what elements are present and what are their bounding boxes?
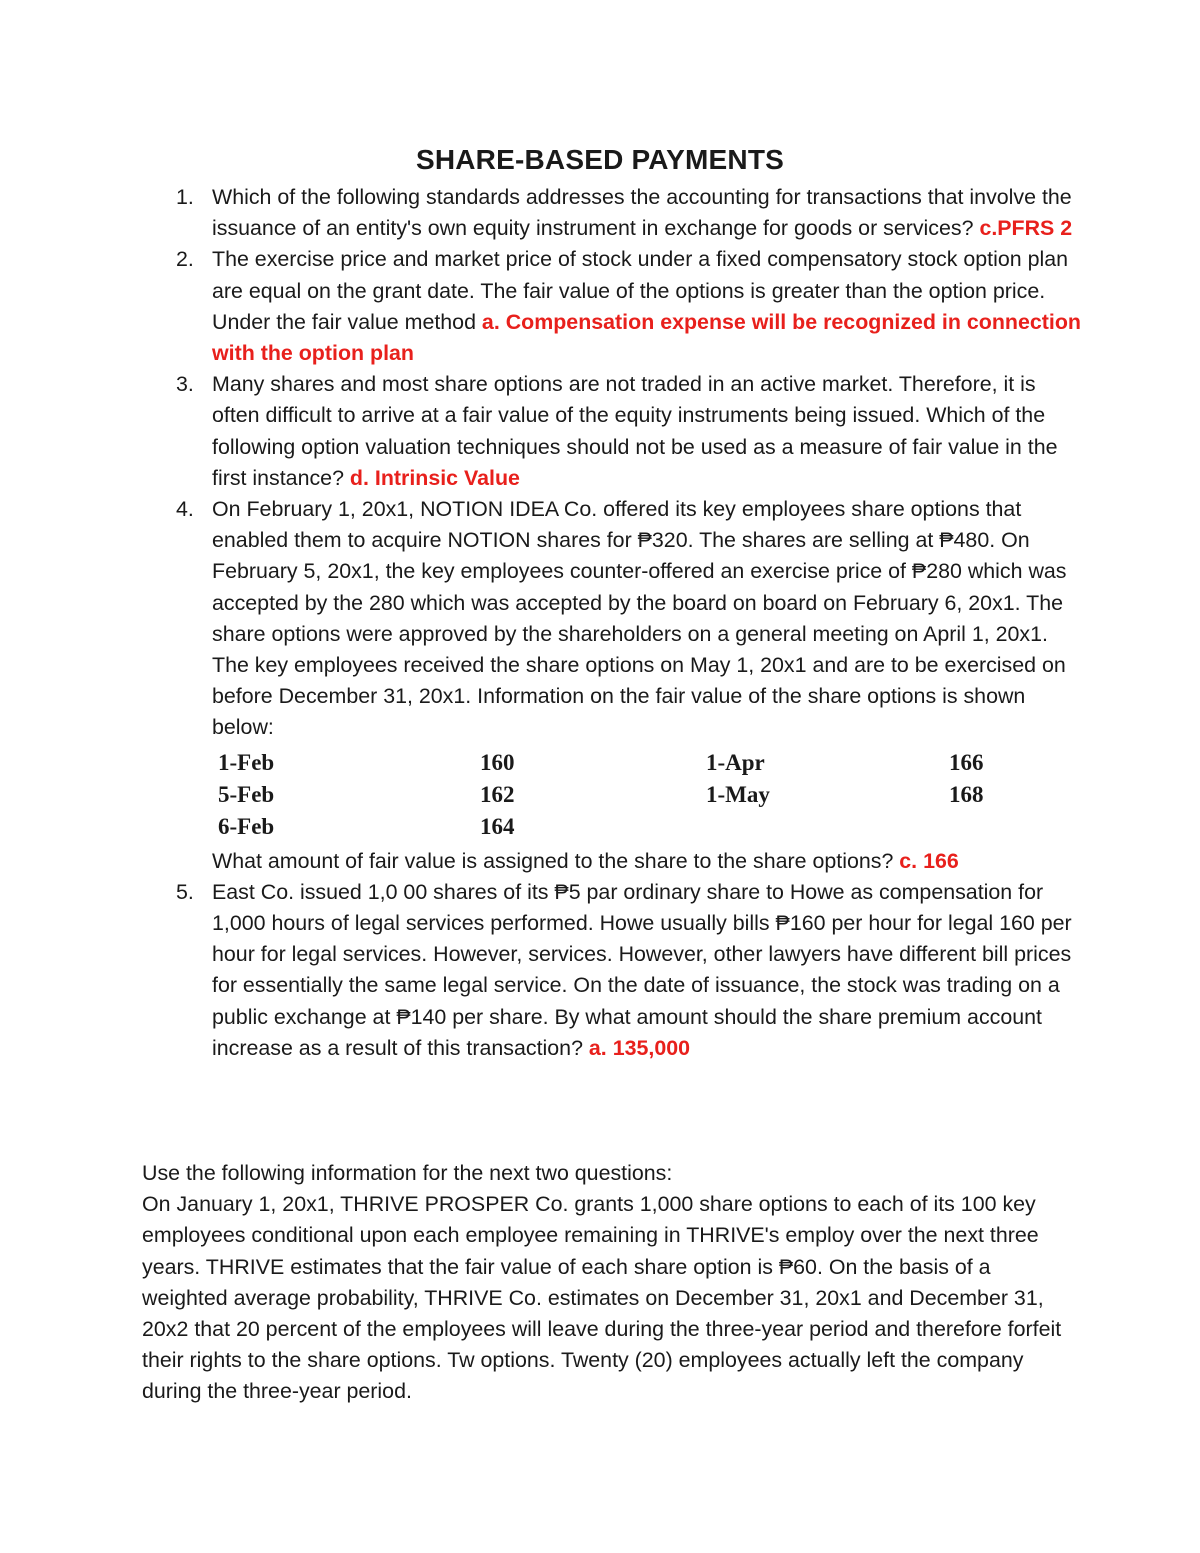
table-cell: 6-Feb	[218, 813, 275, 839]
table-cell: 166	[949, 749, 984, 775]
case-text: On January 1, 20x1, THRIVE PROSPER Co. grants 1,000 share options to each of its 100 key employees conditional upon each employee remaining in THRIVE's employ over the next three years. THRIVE estimates that the fair value of each share option is ₱60. On the basis of a weighted average probability, THRIVE Co. estimates on December 31, 20x1 and December 31, 20x2 that 20 percent of the employees will leave during the three-year period and therefore forfeit their rights to the share options. Tw options. Twenty (20) employees actually left the company during the three-year period.	[142, 1192, 1062, 1404]
table-cell: 1-Apr	[706, 749, 765, 775]
question-text: On February 1, 20x1, NOTION IDEA Co. offered its key employees share options that enabled them to acquire NOTION shares for ₱320. The shares are selling at ₱480. On February 5, 20x1, the key employees counter-offered an exercise price of ₱280 which was accepted by the 280 which was accepted by the board on board on February 6, 20x1. The share options were approved by the shareholders on a general meeting on April 1, 20x1. The key employees received the share options on May 1, 20x1 and are to be exercised on before December 31, 20x1. Information on the fair value of the share options is shown below:	[212, 497, 1067, 740]
answer-text: c.PFRS 2	[979, 216, 1073, 241]
question-number: 4.	[176, 497, 194, 522]
table-cell	[949, 811, 1029, 843]
table-cell: 5-Feb	[218, 781, 275, 807]
question-1	[142, 182, 1082, 244]
table-row	[218, 811, 1082, 843]
question-text: Many shares and most share options are not traded in an active market. Therefore, it is often difficult to arrive at a fair value of the equity instruments being issued. Which of the following option valuation techniques should not be used as a measure of fair value in the first instance?	[212, 372, 1058, 490]
case-intro: Use the following information for the next two questions:	[142, 1161, 673, 1185]
table-row	[218, 779, 1082, 811]
answer-text: c. 166	[899, 848, 959, 873]
question-5	[142, 877, 1082, 1064]
fair-value-table	[218, 747, 1082, 843]
answer-text: d. Intrinsic Value	[349, 465, 520, 490]
table-cell: 1-Feb	[218, 749, 275, 775]
followup-question: What amount of fair value is assigned to the share to the share options?	[212, 848, 900, 873]
answer-text: a. Compensation expense will be recognized in connection with the option plan	[212, 309, 1081, 366]
answer-text: a. 135,000	[588, 1035, 691, 1060]
question-text: The exercise price and market price of stock under a fixed compensatory stock option plan are equal on the grant date. The fair value of the options is greater than the option price. Under the fair value method	[212, 247, 1069, 334]
question-number: 3.	[176, 372, 194, 397]
table-cell: 168	[949, 781, 984, 807]
question-3	[142, 369, 1082, 494]
question-number: 5.	[176, 879, 194, 904]
table-cell: 160	[480, 749, 515, 775]
table-cell: 164	[480, 813, 515, 839]
question-number: 2.	[176, 247, 194, 272]
case-section	[142, 1158, 1082, 1408]
question-2	[142, 244, 1082, 369]
question-list	[142, 182, 1082, 1064]
question-4	[142, 494, 1082, 877]
page-title: SHARE-BASED PAYMENTS	[415, 144, 785, 175]
table-cell: 1-May	[706, 781, 770, 807]
question-text: Which of the following standards addresses the accounting for transactions that involve the issuance of an entity's own equity instrument in exchange for goods or services?	[212, 185, 1072, 241]
question-text: East Co. issued 1,0 00 shares of its ₱5 par ordinary share to Howe as compensation for 1,000 hours of legal services performed. Howe usually bills ₱160 per hour for legal 160 per hour for legal services. However, services. However, other lawyers have different bill prices for essentially the same legal service. On the date of issuance, the stock was trading on a public exchange at ₱140 per share. By what amount should the share premium account increase as a result of this transaction?	[212, 879, 1072, 1060]
table-cell	[706, 811, 949, 843]
question-number: 1.	[176, 185, 194, 209]
table-row	[218, 747, 1082, 779]
table-cell: 162	[480, 781, 515, 807]
